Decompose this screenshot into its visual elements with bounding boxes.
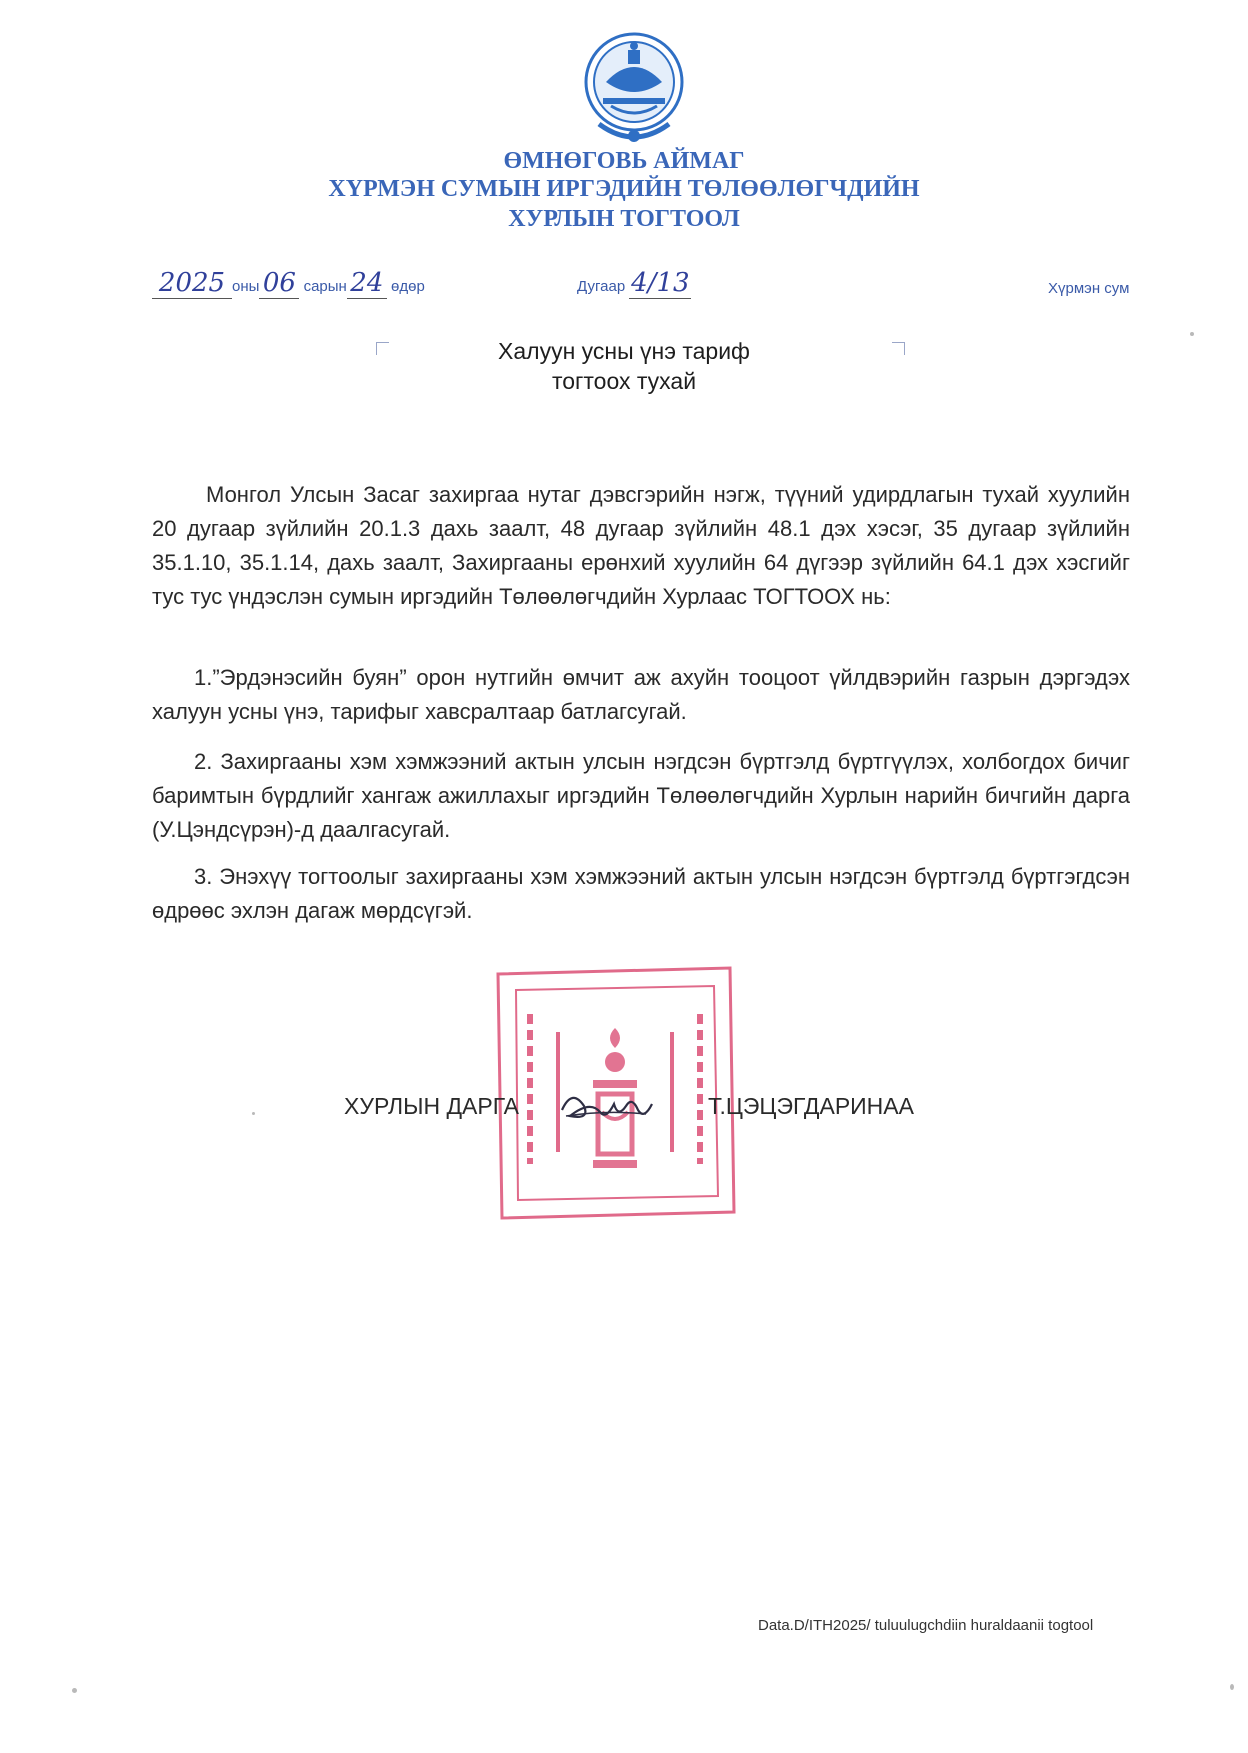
- subject-line-2: тогтоох тухай: [551, 368, 697, 394]
- number-label: Дугаар: [577, 278, 626, 295]
- scan-speck: [1230, 1684, 1234, 1690]
- resolution-item-3: 3. Энэхүү тогтоолыг захиргааны хэм хэмжээний актын улсын нэгдсэн бүртгэлд бүртгэгдсэн өдрөөс эхлэн дагаж мөрдсүгэй.: [152, 864, 1130, 923]
- year-suffix: оны: [232, 278, 260, 295]
- resolution-title: ХУРЛЫН ТОГТООЛ: [508, 206, 740, 232]
- signatory-name: Т.ЦЭЦЭГДАРИНАА: [708, 1093, 914, 1119]
- document-number: 4/13: [631, 268, 690, 298]
- date-day: 24: [347, 268, 387, 299]
- aimag-title: ӨМНӨГОВЬ АЙМАГ: [503, 148, 745, 174]
- mongolia-state-emblem-icon: [581, 32, 687, 150]
- file-reference: Data.D/ITH2025/ tuluulugchdiin huraldaanii togtool: [758, 1617, 1094, 1634]
- scan-speck: [252, 1112, 255, 1115]
- scan-speck: [72, 1688, 77, 1693]
- preamble-paragraph: Монгол Улсын Засаг захиргаа нутаг дэвсгэрийн нэгж, түүний удирдлагын тухай хуулийн 20 дугаар зүйлийн 20.1.3 дахь заалт, 48 дугаар зүйлийн 48.1 дэх хэсэг, 35 дугаар зүйлийн 35.1.10, 35.1.14, дахь заалт, Захиргааны ерөнхий хуулийн 64 дүгээр зүйлийн 64.1 дэх хэсгийг тус тус үндэслэн сумын иргэдийн Төлөөлөгчдийн Хурлаас ТОГТООХ нь:: [152, 482, 1130, 609]
- day-suffix: өдөр: [391, 278, 425, 295]
- resolution-item-1: 1.”Эрдэнэсийн буян” орон нутгийн өмчит аж ахуйн тооцоот үйлдвэрийн газрын дэргэдэх халуун усны үнэ, тарифыг хавсралтаар батлагсугай.: [152, 665, 1130, 724]
- handwritten-signature: [556, 1086, 662, 1126]
- place-label: Хүрмэн сум: [1048, 280, 1130, 297]
- council-title: ХҮРМЭН СУМЫН ИРГЭДИЙН ТӨЛӨӨЛӨГЧДИЙН: [328, 176, 920, 202]
- date-field: [152, 268, 425, 299]
- subject-title: [0, 336, 1248, 396]
- date-year: 2025: [152, 268, 232, 299]
- resolution-item-2: 2. Захиргааны хэм хэмжээний актын улсын нэгдсэн бүртгэлд бүртгүүлэх, холбогдох бичиг баримтын бүрдлийг хангаж ажиллахыг иргэдийн Төлөөлөгчдийн Хурлын нарийн бичгийн дарга (У.Цэндсүрэн)-д даалгасугай.: [152, 749, 1130, 842]
- scan-speck: [1190, 332, 1194, 336]
- date-month: 06: [259, 268, 299, 299]
- subject-line-1: Халуун усны үнэ тариф: [498, 338, 750, 364]
- signatory-title: ХУРЛЫН ДАРГА: [344, 1093, 519, 1119]
- number-field: [577, 268, 691, 299]
- month-suffix: сарын: [303, 278, 347, 295]
